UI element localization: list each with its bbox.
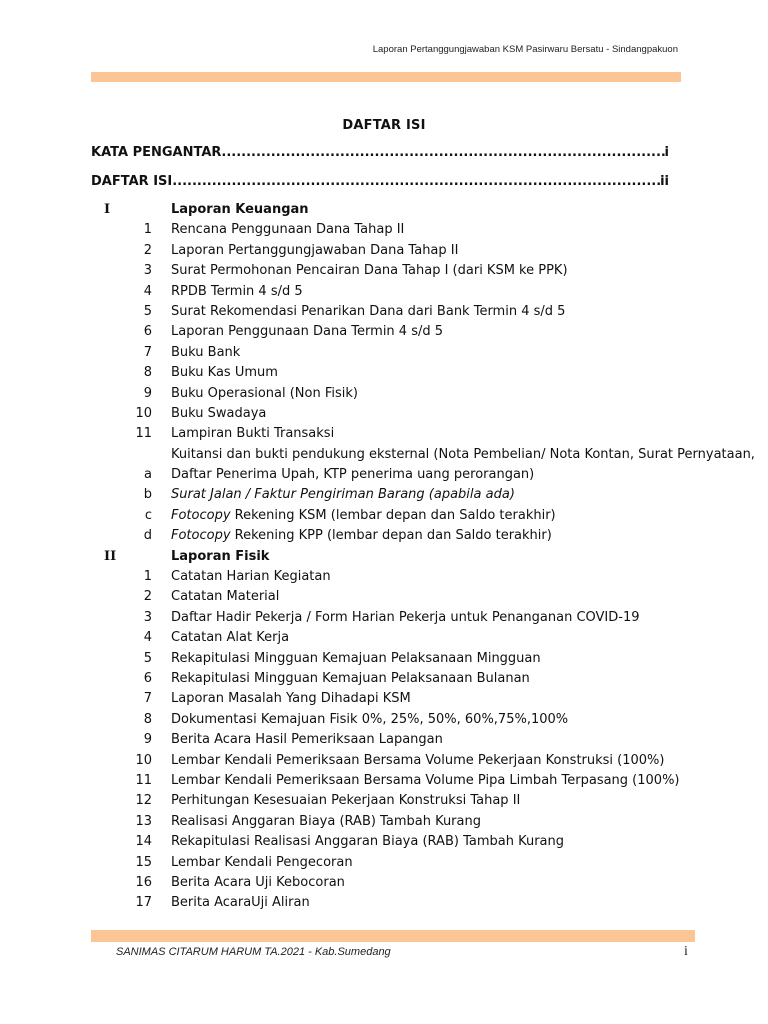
toc-line-kata-pengantar[interactable] (91, 145, 669, 160)
item-text (171, 445, 755, 486)
item-text: Rencana Penggunaan Dana Tahap II (171, 222, 405, 238)
list-item (0, 424, 768, 444)
item-number: 12 (135, 793, 152, 809)
item-number: 9 (143, 385, 152, 401)
list-item (0, 384, 768, 404)
list-item (0, 241, 768, 261)
sub-list-item (0, 485, 768, 505)
item-number: 11 (135, 772, 152, 788)
item-text: Daftar Hadir Pekerja / Form Harian Pekerja untuk Penanganan COVID-19 (171, 609, 640, 625)
item-text-italic: Fotocopy (171, 507, 231, 523)
list-item (0, 649, 768, 669)
item-text: Lembar Kendali Pemeriksaan Bersama Volume Pipa Limbah Terpasang (100%) (171, 772, 680, 788)
toc-page: i (664, 145, 669, 160)
sub-list-item (0, 445, 768, 486)
list-item (0, 220, 768, 240)
item-text: Surat Permohonan Pencairan Dana Tahap I (dari KSM ke PPK) (171, 263, 568, 279)
contents-list (0, 200, 768, 914)
item-number: 13 (135, 813, 152, 829)
toc-page: ii (660, 174, 669, 189)
list-item (0, 628, 768, 648)
list-item (0, 363, 768, 383)
section-title: Laporan Fisik (171, 548, 270, 564)
section-title: Laporan Keuangan (171, 202, 309, 217)
header-band (91, 72, 681, 82)
item-letter: d (143, 528, 152, 544)
item-text: Catatan Material (171, 589, 280, 605)
item-text: Dokumentasi Kemajuan Fisik 0%, 25%, 50%, 60%,75%,100% (171, 711, 569, 727)
item-number: 16 (135, 874, 152, 890)
list-item (0, 873, 768, 893)
item-number: 17 (135, 895, 152, 911)
list-item (0, 343, 768, 363)
list-item (0, 608, 768, 628)
item-number: 5 (143, 650, 152, 666)
item-text: Realisasi Anggaran Biaya (RAB) Tambah Kurang (171, 813, 481, 829)
item-number: 3 (143, 263, 152, 279)
toc-label: KATA PENGANTAR (91, 145, 222, 160)
list-item (0, 771, 768, 791)
item-text: Buku Swadaya (171, 405, 267, 421)
item-text: Laporan Penggunaan Dana Termin 4 s/d 5 (171, 324, 444, 340)
footer-page-number: i (684, 944, 688, 959)
item-text: Laporan Masalah Yang Dihadapi KSM (171, 691, 411, 707)
item-number: 10 (135, 405, 152, 421)
list-item (0, 567, 768, 587)
item-text: Laporan Pertanggungjawaban Dana Tahap II (171, 242, 459, 258)
sub-list-item (0, 526, 768, 546)
item-number: 2 (143, 242, 152, 258)
item-text: Berita Acara Hasil Pemeriksaan Lapangan (171, 732, 443, 748)
item-text: Catatan Harian Kegiatan (171, 569, 331, 585)
section-heading-fisik (0, 547, 768, 567)
section-number: II (104, 548, 117, 564)
toc-label: DAFTAR ISI (91, 174, 173, 189)
item-text-line-1: Kuitansi dan bukti pendukung eksternal (Nota Pembelian/ Nota Kontan, Surat Pernyataan, (171, 446, 755, 462)
item-text-line-2: Daftar Penerima Upah, KTP penerima uang perorangan) (171, 467, 535, 483)
item-number: 4 (143, 630, 152, 646)
list-item (0, 893, 768, 913)
list-item (0, 832, 768, 852)
list-item (0, 791, 768, 811)
item-letter: a (144, 467, 152, 483)
list-item (0, 812, 768, 832)
item-text: Buku Bank (171, 344, 241, 360)
list-item (0, 587, 768, 607)
list-item (0, 730, 768, 750)
list-item (0, 751, 768, 771)
list-item (0, 689, 768, 709)
list-item (0, 669, 768, 689)
item-text: Rekapitulasi Realisasi Anggaran Biaya (RAB) Tambah Kurang (171, 834, 564, 850)
toc-leader (172, 174, 660, 189)
item-text-rest: Rekening KSM (lembar depan dan Saldo terakhir) (230, 507, 556, 523)
item-number: 14 (135, 834, 152, 850)
sub-list-item (0, 506, 768, 526)
section-number: I (104, 202, 111, 217)
item-number: 15 (135, 854, 152, 870)
item-number: 6 (143, 324, 152, 340)
item-number: 4 (143, 283, 152, 299)
item-number: 3 (143, 609, 152, 625)
item-letter: b (143, 487, 152, 503)
item-number: 8 (143, 711, 152, 727)
toc-line-daftar-isi[interactable] (91, 174, 669, 189)
item-text: Surat Rekomendasi Penarikan Dana dari Bank Termin 4 s/d 5 (171, 303, 566, 319)
item-text: Lembar Kendali Pemeriksaan Bersama Volume Pekerjaan Konstruksi (100%) (171, 752, 665, 768)
list-item (0, 710, 768, 730)
item-text: Surat Jalan / Faktur Pengiriman Barang (apabila ada) (171, 487, 515, 503)
item-number: 5 (143, 303, 152, 319)
list-item (0, 282, 768, 302)
item-number: 7 (143, 344, 152, 360)
list-item (0, 322, 768, 342)
item-text: Lembar Kendali Pengecoran (171, 854, 353, 870)
item-text-rest: Rekening KPP (lembar depan dan Saldo terakhir) (230, 528, 552, 544)
item-text: Perhitungan Kesesuaian Pekerjaan Konstruksi Tahap II (171, 793, 521, 809)
item-text: Rekapitulasi Mingguan Kemajuan Pelaksanaan Bulanan (171, 671, 530, 686)
item-text: Lampiran Bukti Transaksi (171, 426, 335, 442)
page-header-title: Laporan Pertanggungjawaban KSM Pasirwaru Bersatu - Sindangpakuon (372, 44, 678, 55)
document-title: DAFTAR ISI (342, 118, 426, 133)
item-number: 1 (143, 569, 152, 585)
item-number: 6 (143, 671, 152, 686)
item-text (171, 526, 552, 546)
footer-band (91, 930, 695, 942)
item-number: 11 (135, 426, 152, 442)
toc-leader (221, 145, 664, 160)
item-number: 2 (143, 589, 152, 605)
list-item (0, 853, 768, 873)
item-text (171, 506, 556, 526)
item-letter: c (144, 507, 152, 523)
item-text: RPDB Termin 4 s/d 5 (171, 283, 303, 299)
list-item (0, 261, 768, 281)
item-number: 1 (143, 222, 152, 238)
section-heading-keuangan (0, 200, 768, 220)
footer-text: SANIMAS CITARUM HARUM TA.2021 - Kab.Sumedang (116, 946, 391, 958)
list-item (0, 404, 768, 424)
list-item (0, 302, 768, 322)
item-text: Berita Acara Uji Kebocoran (171, 874, 345, 890)
item-text: Buku Kas Umum (171, 365, 278, 381)
item-text-italic: Fotocopy (171, 528, 231, 544)
item-number: 9 (143, 732, 152, 748)
item-text: Catatan Alat Kerja (171, 630, 290, 646)
item-number: 10 (135, 752, 152, 768)
item-text: Rekapitulasi Mingguan Kemajuan Pelaksanaan Mingguan (171, 650, 541, 666)
item-text: Berita AcaraUji Aliran (171, 895, 310, 911)
item-text: Buku Operasional (Non Fisik) (171, 385, 358, 401)
item-number: 7 (143, 691, 152, 707)
item-number: 8 (143, 365, 152, 381)
